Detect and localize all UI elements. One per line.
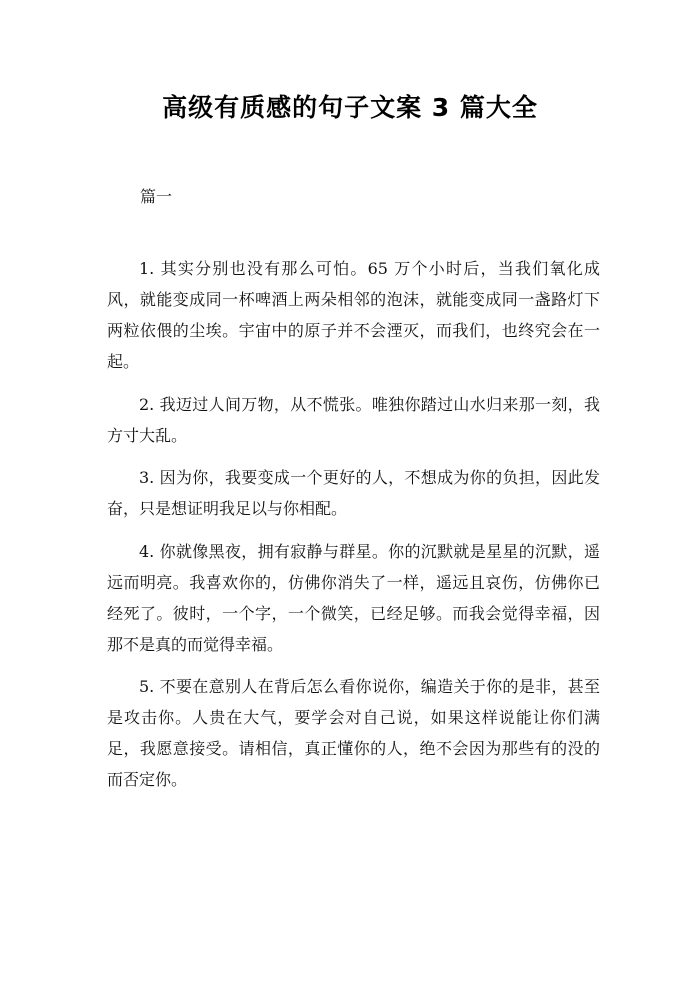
paragraph-4: 4. 你就像黑夜，拥有寂静与群星。你的沉默就是星星的沉默，遥远而明亮。我喜欢你的，仿佛你消失了一样，遥远且哀伤，仿佛你已经死了。彼时，一个字，一个微笑，已经足够。而我会觉得幸福，因那不是真的而觉得幸福。 — [107, 541, 600, 654]
section-heading: 篇一 — [140, 187, 173, 206]
paragraph-3: 3. 因为你，我要变成一个更好的人，不想成为你的负担，因此发奋，只是想证明我足以与你相配。 — [107, 468, 600, 518]
paragraph-2: 2. 我迈过人间万物，从不慌张。唯独你踏过山水归来那一刻，我方寸大乱。 — [107, 394, 600, 445]
document-body — [107, 253, 600, 807]
document-title: 高级有质感的句子文案 3 篇大全 — [162, 93, 538, 122]
paragraph-1: 1. 其实分别也没有那么可怕。65 万个小时后，当我们氧化成风，就能变成同一杯啤酒上两朵相邻的泡沫，就能变成同一盏路灯下两粒依偎的尘埃。宇宙中的原子并不会湮灭，而我们，也终究会在一起。 — [107, 259, 600, 371]
paragraph-5: 5. 不要在意别人在背后怎么看你说你，编造关于你的是非，甚至是攻击你。人贵在大气，要学会对自己说，如果这样说能让你们满足，我愿意接受。请相信，真正懂你的人，绝不会因为那些有的没的而否定你。 — [107, 677, 600, 789]
